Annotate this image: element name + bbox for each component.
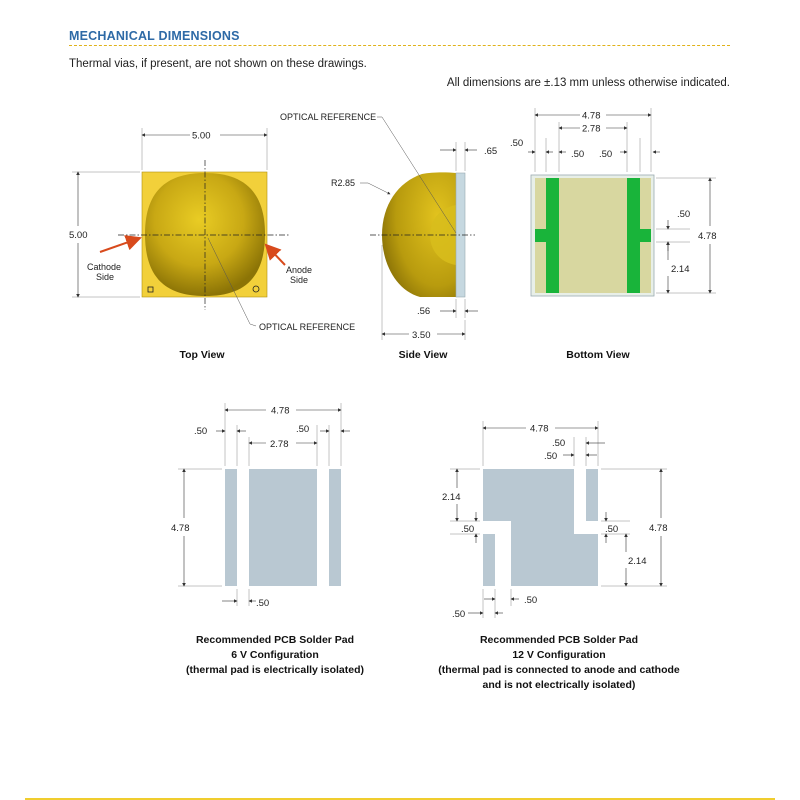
- anode-pad: [627, 178, 640, 293]
- bottom-view: [510, 108, 717, 361]
- pcb-6v-center-dim: 2.78: [270, 439, 289, 450]
- side-view-caption: Side View: [398, 349, 448, 361]
- top-view-caption: Top View: [179, 349, 225, 361]
- pcb-6v-left-pad: [225, 469, 237, 586]
- bottom-height-dim: 4.78: [698, 231, 717, 242]
- pcb-6v-right-pad: [329, 469, 341, 586]
- top-optical-reference: OPTICAL REFERENCE: [259, 322, 356, 332]
- side-thickness-dim: .65: [484, 146, 498, 157]
- bottom-view-caption: Bottom View: [566, 349, 630, 361]
- side-height-dim: 3.50: [412, 330, 431, 341]
- pcb-6v-drawing: [171, 403, 364, 676]
- cathode-label-line1: Cathode: [87, 262, 122, 272]
- side-substrate-dim: .56: [417, 306, 431, 317]
- pcb-12v-caption-line4: and is not electrically isolated): [482, 679, 636, 691]
- side-radius-dim: R2.85: [331, 178, 356, 188]
- bottom-pad-left-dim: .50: [510, 138, 524, 149]
- pcb-6v-caption-line2: 6 V Configuration: [231, 649, 319, 661]
- tolerance-note: All dimensions are ±.13 mm unless otherwise indicated.: [446, 77, 730, 89]
- anode-label-line1: Anode: [286, 265, 313, 275]
- pcb-12v-caption-line1: Recommended PCB Solder Pad: [479, 634, 639, 646]
- top-view: [69, 128, 355, 361]
- bottom-width-dim: 4.78: [582, 110, 601, 122]
- pcb-12v-left-notch-dim: .50: [461, 524, 475, 535]
- bottom-inner-dim: 2.78: [582, 123, 601, 135]
- pcb-12v-gap-top-dim: .50: [552, 438, 566, 449]
- pcb-12v-drawing: [438, 421, 680, 691]
- bottom-gap-left-dim: .50: [571, 149, 585, 160]
- pcb-12v-bottom-right-dim: .50: [524, 595, 538, 606]
- side-optical-reference: OPTICAL REFERENCE: [280, 112, 377, 122]
- cathode-pad: [546, 178, 559, 293]
- pcb-6v-gap-dim: .50: [256, 598, 270, 609]
- top-width-dim: 5.00: [192, 130, 211, 142]
- top-height-dim: 5.00: [69, 230, 88, 241]
- intro-note: Thermal vias, if present, are not shown on these drawings.: [69, 58, 367, 70]
- section-heading: MECHANICAL DIMENSIONS: [69, 29, 240, 43]
- pcb-12v-lower-dim: 2.14: [628, 556, 647, 567]
- pcb-12v-width-dim: 4.78: [530, 423, 549, 435]
- pcb-6v-width-dim: 4.78: [271, 405, 290, 417]
- anode-label-line2: Side: [290, 275, 309, 285]
- pcb-6v-left-pad-dim: .50: [194, 426, 208, 437]
- cathode-label-line2: Side: [96, 272, 115, 282]
- pcb-12v-bottom-left-dim: .50: [452, 609, 466, 620]
- pcb-6v-caption-line1: Recommended PCB Solder Pad: [195, 634, 355, 646]
- pcb-12v-upper-dim: 2.14: [442, 492, 461, 503]
- pcb-12v-caption-line3: (thermal pad is connected to anode and cathode: [438, 664, 680, 676]
- bottom-gap-right-dim: .50: [599, 149, 613, 160]
- pcb-12v-caption-line2: 12 V Configuration: [512, 649, 606, 661]
- pcb-12v-height-dim: 4.78: [649, 523, 668, 534]
- pcb-6v-right-pad-dim: .50: [296, 424, 310, 435]
- pcb-6v-height-dim: 4.78: [171, 523, 190, 534]
- pcb-12v-right-notch-dim: .50: [605, 524, 619, 535]
- pcb-6v-caption-line3: (thermal pad is electrically isolated): [186, 664, 364, 676]
- bottom-notch-dim: .50: [677, 209, 691, 220]
- pcb-6v-thermal-pad: [249, 469, 317, 586]
- bottom-lower-dim: 2.14: [671, 264, 690, 275]
- pcb-12v-pad-top-dim: .50: [544, 451, 558, 462]
